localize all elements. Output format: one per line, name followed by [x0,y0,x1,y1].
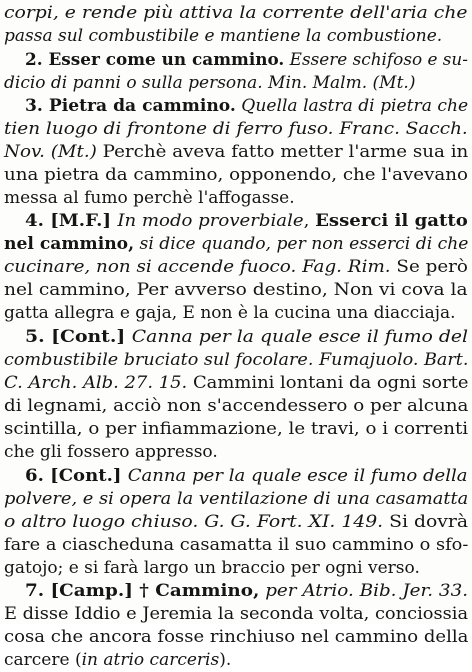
italic-text: o altro luogo chiuso. G. G. Fort. XI. 149. [4,512,384,532]
body-text: Cammini lontani da ogni sorte [187,373,469,393]
text-line [25,465,468,488]
italic-text: passa sul combustibile e mantiene la combustione. [4,26,443,46]
italic-text: si dice quando, per non esserci di che [134,234,469,254]
italic-text: per Atrio. Bib. Jer. 33. [259,581,469,601]
body-text: carcere ( [4,650,82,670]
text-line [4,649,231,672]
text-line [4,603,468,626]
body-text: Perchè aveva fatto metter l'arme sua in [96,142,469,162]
body-text: E disse Iddio e Jeremia la seconda volta, conciossia [4,604,469,624]
entry-heading: 3. [25,96,49,116]
italic-text: Quella lastra di pietra che [235,96,469,116]
italic-text: cucinare, non si accende fuoco. Fag. Rim. [4,257,391,277]
italic-text: In modo proverbiale [117,211,304,231]
text-line [4,349,468,372]
italic-text: Nov. (Mt.) [4,142,97,162]
text-line [25,210,468,233]
italic-text: corpi, e rende più attiva la corrente dell'aria che [4,3,468,23]
text-line [25,95,468,118]
italic-text: dicio di panni o sulla persona. Min. Malm. (Mt.) [4,73,416,93]
text-line [4,233,468,256]
entry-heading: 6. [Cont.] [25,466,128,486]
body-text: gatojo; e si farà largo un braccio per ogni verso. [4,558,420,578]
text-line [4,164,468,187]
text-line [25,580,468,603]
entry-heading: 7. [Camp.] † [25,581,156,601]
text-line [25,326,468,349]
text-line [4,72,415,95]
body-text: una pietra da cammino, opponendo, che l'avevano [4,165,468,185]
text-line [25,49,468,72]
entry-heading: 5. [Cont.] [25,327,132,347]
body-text: gatta allegra e gaja, E non è la cucina una diacciaja. [4,303,456,323]
text-line [4,626,468,649]
entry-heading: Cammino, [155,581,260,601]
text-line [4,141,468,164]
text-line [4,302,456,325]
text-line [4,118,468,141]
entry-heading: 4. [M.F.] [25,211,118,231]
body-text: fare a ciascheduna casamatta il suo cammino o sfo- [4,535,469,555]
entry-heading: Esser come un cammino. [48,50,285,70]
body-text: messa al fumo perchè l'affogasse. [4,188,295,208]
italic-text: Essere schifoso e su- [284,50,468,70]
text-line [4,557,420,580]
text-line [4,534,468,557]
body-text: nel cammino, Per avverso destino, Non vi cova la [4,280,468,300]
body-text: Si dovrà [383,512,469,532]
italic-text: Canna per la quale esce il fumo del [131,327,468,347]
body-text: ). [219,650,232,670]
text-line [4,256,468,279]
italic-text: C. Arch. Alb. 27. 15. [4,373,188,393]
text-line [4,2,468,25]
entry-heading: nel cammino, [4,234,135,254]
body-text: , [303,211,316,231]
body-text: Se però [390,257,468,277]
italic-text: in atrio carceris [81,650,220,670]
text-line [4,418,468,441]
body-text: cosa che ancora fosse rinchiuso nel cammino della [4,627,469,647]
text-line [4,441,218,464]
body-text: di legnami, acciò non s'accendessero o per alcuna [4,396,469,416]
italic-text: combustibile bruciato sul focolare. Fumajuolo. Bart. [4,350,469,370]
text-line [4,279,468,302]
italic-text: polvere, e si opera la ventilazione di una casamatta [4,489,469,509]
text-line [4,187,295,210]
text-line [4,488,468,511]
text-line [4,511,468,534]
text-line [4,372,468,395]
text-line [4,25,442,48]
italic-text: tien luogo di frontone di ferro fuso. Franc. Sacch. [4,119,468,139]
body-text: che gli fossero appresso. [4,442,218,462]
entry-heading: Pietra da cammino. [48,96,236,116]
text-line [4,395,468,418]
italic-text: Canna per la quale esce il fumo della [127,466,468,486]
body-text: scintilla, o per infiammazione, le travi, o i correnti [4,419,469,439]
entry-heading: 2. [25,50,49,70]
entry-heading: Esserci il gatto [315,211,468,231]
